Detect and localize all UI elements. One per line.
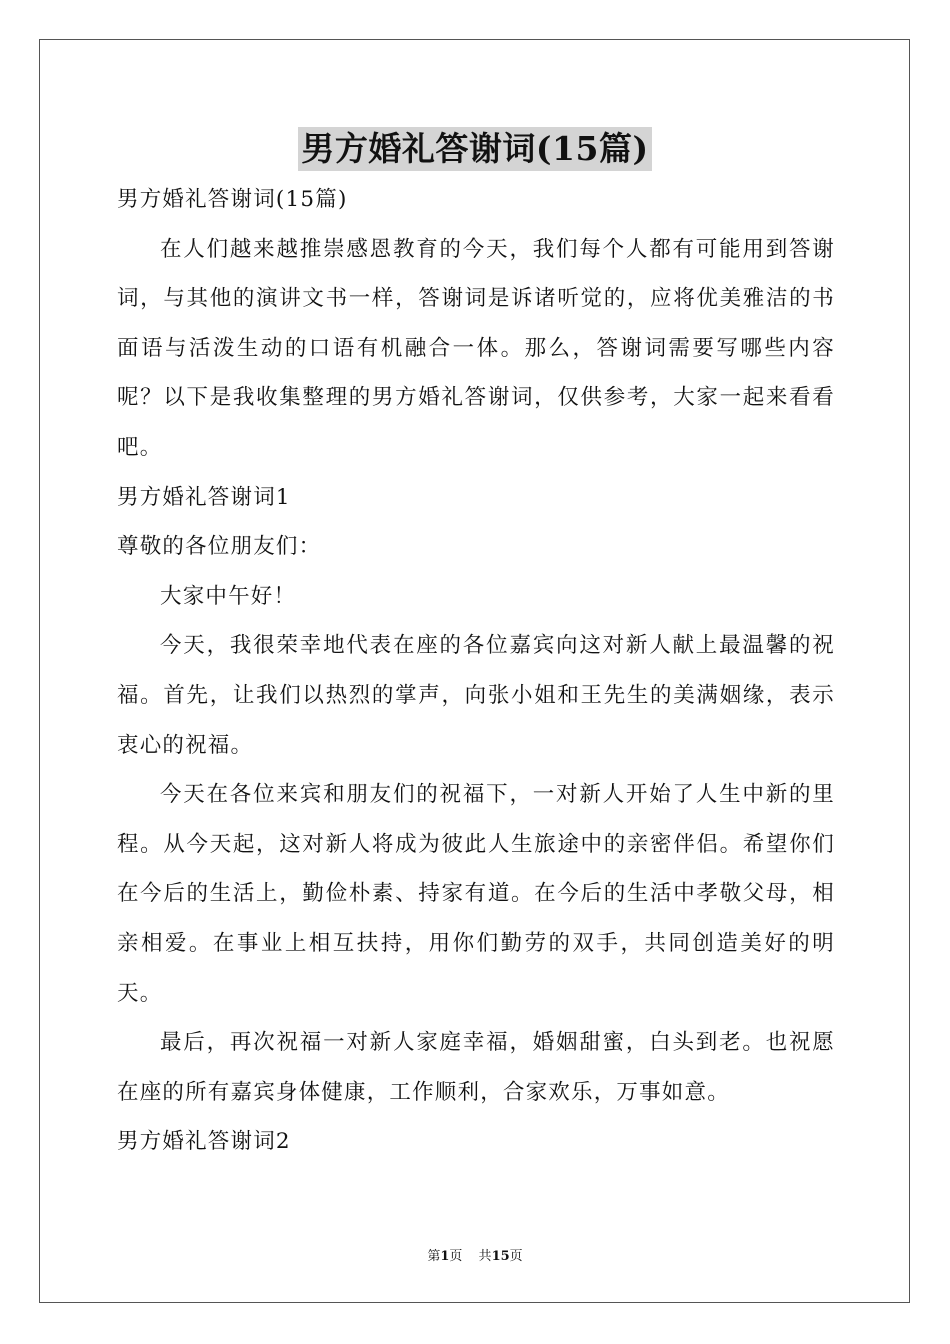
salutation: 尊敬的各位朋友们： xyxy=(117,534,322,560)
document-body xyxy=(117,175,835,1167)
total-suffix: 页 xyxy=(509,1249,523,1264)
page-prefix: 第 xyxy=(427,1249,441,1264)
page-number: 1 xyxy=(440,1249,450,1264)
document-title: 男方婚礼答谢词(15篇) xyxy=(298,127,651,171)
body-paragraph: 今天在各位来宾和朋友们的祝福下，一对新人开始了人生中新的里程。从今天起，这对新人将成为彼此人生旅途中的亲密伴侣。希望你们在今后的生活上，勤俭朴素、持家有道。在今后的生活中孝敬父母，相亲相爱。在事业上相互扶持，用你们勤劳的双手，共同创造美好的明天。 xyxy=(117,782,835,1006)
section-heading-1: 男方婚礼答谢词1 xyxy=(117,484,291,510)
total-pages: 15 xyxy=(491,1249,510,1264)
page-footer xyxy=(0,1248,950,1266)
greeting: 大家中午好！ xyxy=(160,583,297,609)
total-pages-indicator xyxy=(479,1249,523,1264)
page-suffix: 页 xyxy=(449,1249,463,1264)
total-prefix: 共 xyxy=(478,1249,492,1264)
intro-paragraph: 在人们越来越推崇感恩教育的今天，我们每个人都有可能用到答谢词，与其他的演讲文书一样，答谢词是诉诸听觉的，应将优美雅洁的书面语与活泼生动的口语有机融合一体。那么，答谢词需要写哪些内容呢？以下是我收集整理的男方婚礼答谢词，仅供参考，大家一起来看看吧。 xyxy=(117,236,835,460)
closing-paragraph: 最后，再次祝福一对新人家庭幸福，婚姻甜蜜，白头到老。也祝愿在座的所有嘉宾身体健康，工作顺利，合家欢乐，万事如意。 xyxy=(117,1030,835,1105)
subtitle-paragraph: 男方婚礼答谢词(15篇) xyxy=(117,187,348,212)
page-indicator xyxy=(427,1249,462,1264)
title-container xyxy=(0,127,950,171)
body-paragraph: 今天，我很荣幸地代表在座的各位嘉宾向这对新人献上最温馨的祝福。首先，让我们以热烈的掌声，向张小姐和王先生的美满姻缘，表示衷心的祝福。 xyxy=(117,633,835,758)
section-heading-2: 男方婚礼答谢词2 xyxy=(117,1129,291,1155)
